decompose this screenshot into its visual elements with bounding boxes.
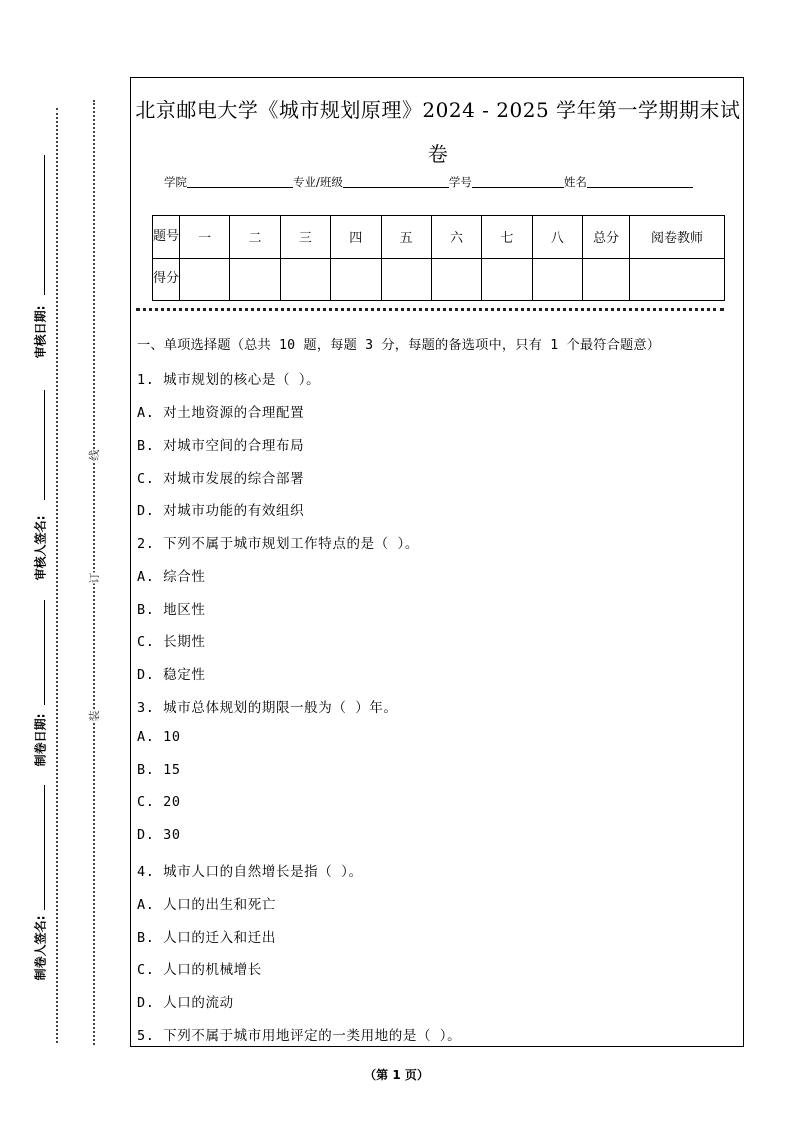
score-value-row	[153, 258, 725, 301]
score-row-header: 得分	[153, 258, 180, 301]
maker-date-label: 制卷日期:	[33, 713, 48, 767]
col-total: 总分	[583, 216, 630, 259]
option-text: C. 20	[137, 794, 181, 810]
reviewer-sign-label: 审核人签名:	[33, 515, 48, 581]
dotted-separator	[136, 308, 724, 311]
college-label: 学院	[164, 175, 187, 189]
col-3: 三	[280, 216, 330, 259]
option-text: A. 综合性	[137, 569, 206, 585]
option-text: D. 稳定性	[137, 667, 206, 683]
outer-dotted-line	[56, 108, 58, 1043]
option-text: B. 地区性	[137, 602, 206, 618]
student-id-field[interactable]	[472, 174, 564, 188]
maker-date-line	[44, 600, 45, 705]
col-2: 二	[230, 216, 280, 259]
maker-sign-label: 制卷人签名:	[33, 915, 48, 981]
title-line-2: 卷	[427, 142, 449, 166]
option-text: D. 人口的流动	[137, 995, 234, 1011]
option-text: C. 长期性	[137, 634, 206, 650]
col-6: 六	[431, 216, 481, 259]
option-text: D. 对城市功能的有效组织	[137, 503, 305, 519]
question-text: 2. 下列不属于城市规划工作特点的是（ ）。	[137, 536, 419, 552]
question-number-header: 题号	[153, 216, 180, 259]
student-info-row	[164, 174, 693, 190]
reviewer-sign-line	[44, 390, 45, 500]
major-field[interactable]	[343, 174, 449, 188]
score-cell-total[interactable]	[583, 258, 630, 301]
exam-frame	[130, 77, 744, 1047]
score-cell[interactable]	[381, 258, 431, 301]
major-label: 专业/班级	[293, 175, 343, 189]
option-text: B. 15	[137, 762, 181, 778]
option-text: B. 对城市空间的合理布局	[137, 438, 305, 454]
score-cell[interactable]	[431, 258, 481, 301]
score-cell[interactable]	[532, 258, 582, 301]
option-text: B. 人口的迁入和迁出	[137, 930, 276, 946]
exam-title	[131, 88, 745, 176]
section-heading: 一、单项选择题（总共 10 题，每题 3 分，每题的备选项中，只有 1 个最符合题意）	[137, 338, 661, 353]
college-field[interactable]	[187, 174, 293, 188]
name-field[interactable]	[587, 174, 693, 188]
score-cell[interactable]	[482, 258, 532, 301]
title-line-1: 北京邮电大学《城市规划原理》2024 - 2025 学年第一学期期末试	[135, 98, 741, 122]
score-header-row	[153, 216, 725, 259]
option-text: A. 10	[137, 729, 181, 745]
reviewer-date-line	[44, 155, 45, 295]
score-cell[interactable]	[280, 258, 330, 301]
question-text: 1. 城市规划的核心是（ ）。	[137, 372, 321, 388]
option-text: D. 30	[137, 827, 181, 843]
col-grader: 阅卷教师	[630, 216, 725, 259]
page-number: （第 1 页）	[364, 1068, 429, 1082]
ding-mark: 订	[84, 573, 104, 584]
score-cell-grader[interactable]	[630, 258, 725, 301]
binding-margin	[0, 0, 130, 1122]
question-text: 3. 城市总体规划的期限一般为（ ）年。	[137, 700, 398, 716]
col-1: 一	[180, 216, 230, 259]
option-text: C. 人口的机械增长	[137, 962, 262, 978]
name-label: 姓名	[563, 175, 587, 189]
score-cell[interactable]	[230, 258, 280, 301]
zhuang-mark: 装	[84, 711, 104, 722]
score-cell[interactable]	[180, 258, 230, 301]
option-text: A. 对土地资源的合理配置	[137, 405, 305, 421]
col-5: 五	[381, 216, 431, 259]
option-text: A. 人口的出生和死亡	[137, 897, 276, 913]
maker-sign-line	[44, 785, 45, 910]
col-7: 七	[482, 216, 532, 259]
question-text: 5. 下列不属于城市用地评定的一类用地的是（ ）。	[137, 1028, 462, 1044]
student-id-label: 学号	[448, 175, 472, 189]
line-mark: 线	[84, 450, 104, 461]
reviewer-date-label: 审核日期:	[33, 305, 48, 359]
col-8: 八	[532, 216, 582, 259]
col-4: 四	[331, 216, 381, 259]
score-cell[interactable]	[331, 258, 381, 301]
question-text: 4. 城市人口的自然增长是指（ ）。	[137, 864, 363, 880]
option-text: C. 对城市发展的综合部署	[137, 471, 305, 487]
score-table	[152, 215, 725, 301]
